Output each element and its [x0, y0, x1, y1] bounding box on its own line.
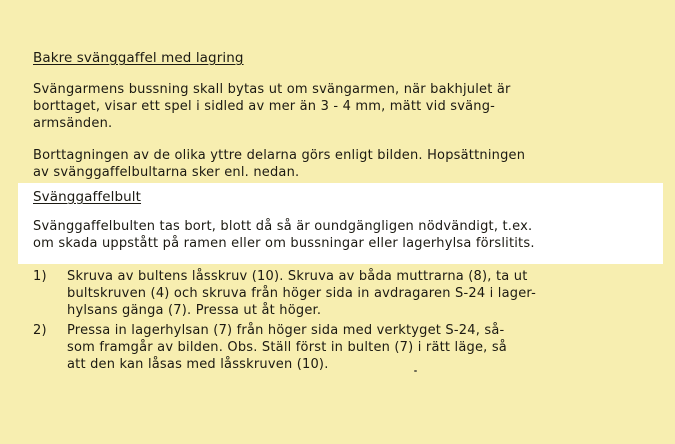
text-line: borttaget, visar ett spel i sidled av mer än 3 - 4 mm, mätt vid sväng-: [33, 99, 496, 114]
text-line: armsänden.: [33, 116, 113, 131]
step-number: 1): [33, 269, 47, 284]
scan-speck: [414, 370, 417, 372]
text-line: hylsans gänga (7). Pressa ut åt höger.: [67, 303, 322, 318]
text-line: att den kan låsas med låsskruven (10).: [67, 357, 329, 372]
text-line: Skruva av bultens låsskruv (10). Skruva av båda muttrarna (8), ta ut: [67, 269, 528, 284]
paragraph-bushing-replacement: [33, 81, 511, 132]
text-line: Pressa in lagerhylsan (7) från höger sida med verktyget S-24, så-: [67, 323, 505, 338]
text-line: bultskruven (4) och skruva från höger sida in avdragaren S-24 i lager-: [67, 286, 537, 301]
step-text: [67, 322, 507, 373]
text-line: Svänggaffelbulten tas bort, blott då så är oundgängligen nödvändigt, t.ex.: [33, 219, 533, 234]
section-heading-swingarm-bolt: Svänggaffelbult: [33, 189, 142, 205]
text-line: som framgår av bilden. Obs. Ställ först in bulten (7) i rätt läge, så: [67, 340, 507, 355]
step-number: 2): [33, 323, 47, 338]
section-heading-rear-swingarm: Bakre svänggaffel med lagring: [33, 50, 244, 66]
paragraph-removal: [33, 147, 525, 181]
text-line: av svänggaffelbultarna sker enl. nedan.: [33, 165, 300, 180]
paragraph-bolt-removal: [33, 218, 535, 252]
step-text: [67, 268, 536, 319]
text-line: Svängarmens bussning skall bytas ut om svängarmen, när bakhjulet är: [33, 82, 511, 97]
text-line: Borttagningen av de olika yttre delarna görs enligt bilden. Hopsättningen: [33, 148, 526, 163]
text-line: om skada uppstått på ramen eller om bussningar eller lagerhylsa förslitits.: [33, 236, 535, 251]
